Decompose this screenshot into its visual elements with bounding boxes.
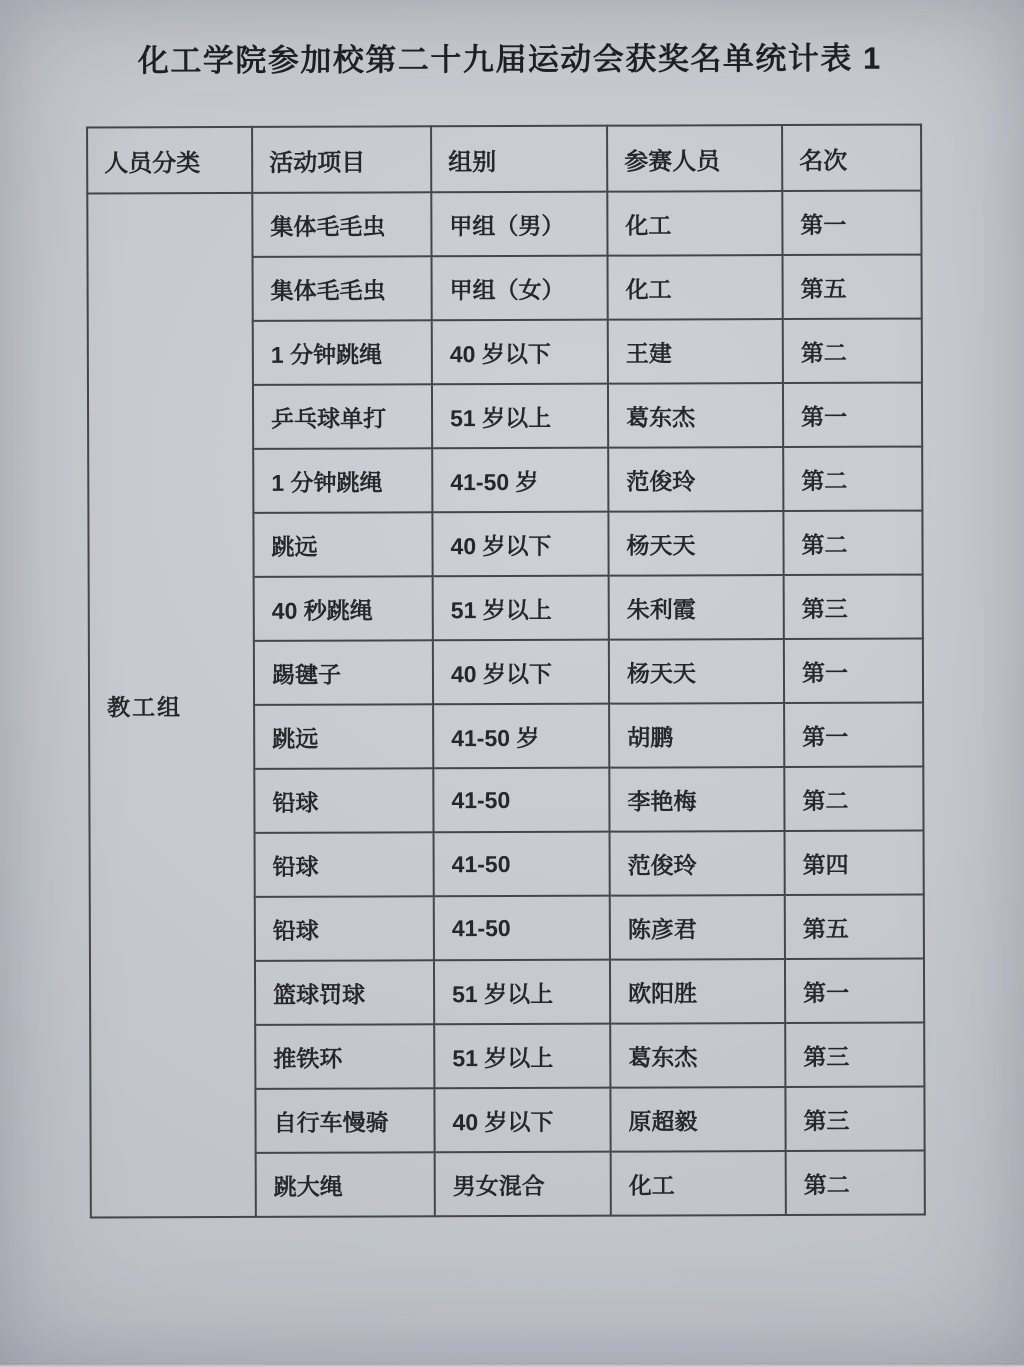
cell-group: 41-50 [434,832,610,897]
cell-group: 51 岁以上 [434,1024,610,1089]
cell-event: 跳大绳 [256,1152,435,1217]
cell-group: 40 岁以下 [433,640,609,705]
cell-rank: 第二 [783,511,922,575]
cell-rank: 第二 [783,319,922,383]
cell-participant: 胡鹏 [609,703,784,768]
cell-event: 推铁环 [255,1024,434,1089]
cell-group: 40 岁以下 [432,320,608,385]
cell-participant: 葛东杰 [610,1023,785,1088]
cell-event: 铅球 [255,832,434,897]
cell-participant: 葛东杰 [608,383,783,448]
cell-participant: 杨天天 [608,511,783,576]
cell-participant: 范俊玲 [610,831,785,896]
cell-participant: 原超毅 [610,1087,785,1152]
cell-event: 集体毛毛虫 [253,256,432,321]
cell-event: 40 秒跳绳 [254,576,433,641]
cell-group: 甲组（男） [431,192,607,257]
cell-rank: 第一 [784,703,923,767]
cell-rank: 第三 [784,575,923,639]
cell-participant: 杨天天 [609,639,784,704]
header-row [87,125,921,194]
cell-rank: 第四 [785,831,924,895]
cell-group: 40 岁以下 [434,1088,610,1153]
cell-event: 集体毛毛虫 [252,192,431,257]
cell-rank: 第一 [783,383,922,447]
cell-participant: 化工 [611,1151,786,1216]
cell-participant: 欧阳胜 [610,959,785,1024]
cell-rank: 第二 [786,1151,925,1215]
document-title: 化工学院参加校第二十九届运动会获奖名单统计表 1 [137,40,882,79]
cell-rank: 第三 [785,1023,924,1087]
cell-event: 篮球罚球 [255,960,434,1025]
cell-event: 铅球 [254,768,433,833]
cell-group: 51 岁以上 [433,576,609,641]
cell-participant: 范俊玲 [608,447,783,512]
header-event: 活动项目 [252,126,431,193]
cell-participant: 李艳梅 [609,767,784,832]
header-rank: 名次 [782,125,921,191]
header-personnel-category: 人员分类 [87,127,252,194]
cell-rank: 第一 [784,639,923,703]
cell-group: 41-50 [434,896,610,961]
cell-participant: 陈彦君 [610,895,785,960]
cell-participant: 化工 [608,255,783,320]
cell-event: 跳远 [254,704,433,769]
header-group: 组别 [431,126,607,193]
cell-group: 男女混合 [435,1152,611,1217]
cell-rank: 第二 [784,767,923,831]
cell-group: 甲组（女） [432,256,608,321]
cell-event: 跳远 [253,512,432,577]
table-body [87,191,925,1218]
cell-rank: 第五 [785,895,924,959]
cell-rank: 第三 [785,1087,924,1151]
header-participant: 参赛人员 [607,125,782,192]
table-row [87,191,921,258]
cell-group: 40 岁以下 [432,512,608,577]
cell-event: 1 分钟跳绳 [253,320,432,385]
cell-group: 51 岁以上 [432,384,608,449]
cell-event: 自行车慢骑 [255,1088,434,1153]
cell-rank: 第五 [783,255,922,319]
cell-participant: 化工 [607,191,782,256]
awards-table [86,124,926,1219]
cell-group: 51 岁以上 [434,960,610,1025]
cell-event: 铅球 [255,896,434,961]
cell-group: 41-50 岁 [432,448,608,513]
cell-rank: 第一 [785,959,924,1023]
cell-participant: 王建 [608,319,783,384]
cell-event: 踢毽子 [254,640,433,705]
cell-event: 1 分钟跳绳 [253,448,432,513]
cell-group: 41-50 岁 [433,704,609,769]
cell-event: 乒乓球单打 [253,384,432,449]
cell-participant: 朱利霞 [609,575,784,640]
cell-rank: 第二 [783,447,922,511]
cell-personnel-category: 教工组 [87,193,256,1218]
cell-group: 41-50 [433,768,609,833]
cell-rank: 第一 [782,191,921,255]
